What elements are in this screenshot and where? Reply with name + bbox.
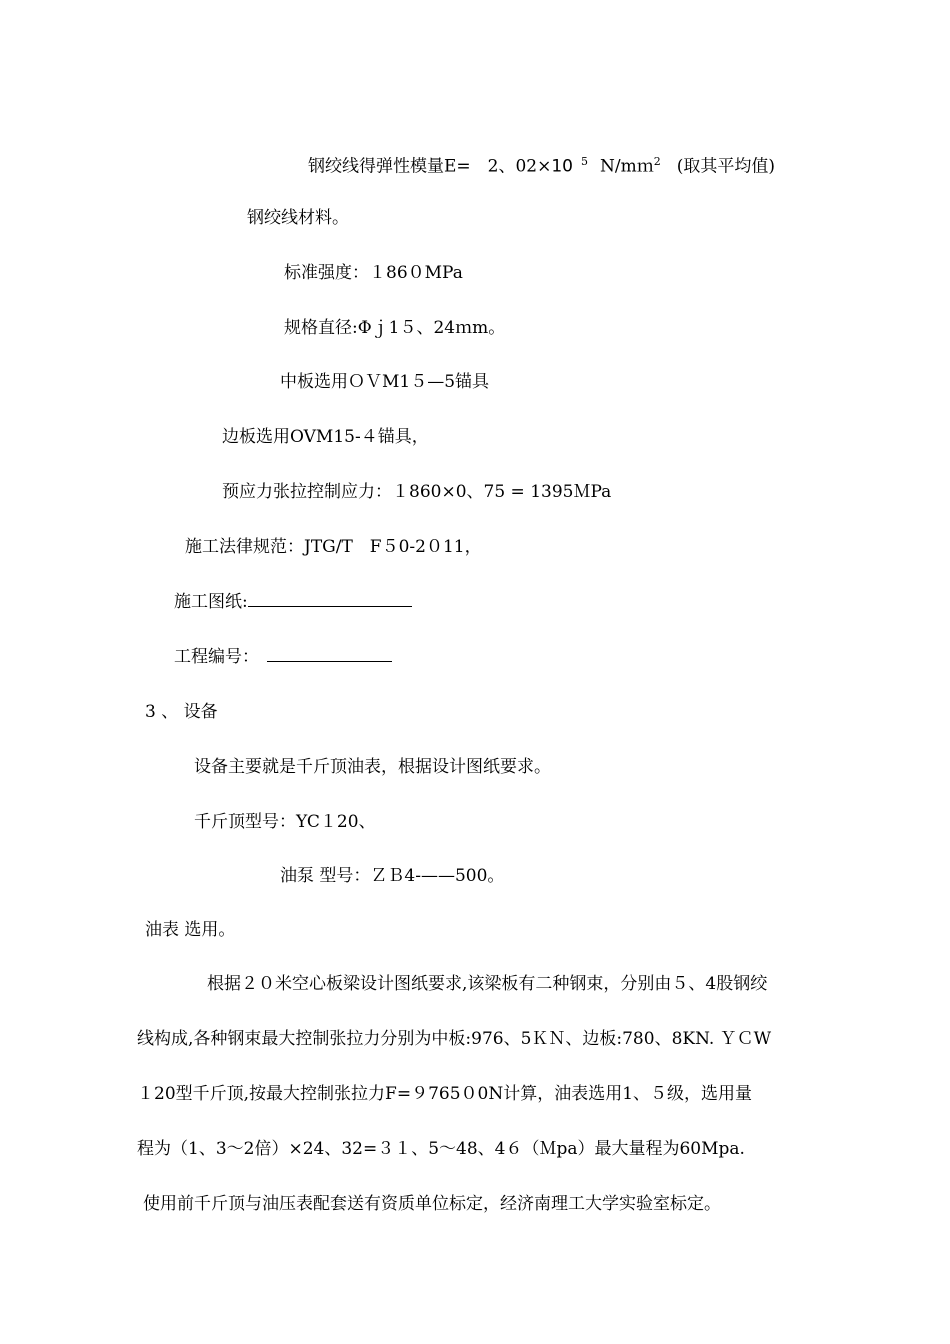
- jack-model: 千斤顶型号：YC１20、: [194, 812, 376, 832]
- prestress-control: 预应力张拉控制应力：１860×0、75 = 1395ＭPa: [222, 482, 612, 502]
- modulus-note: (取其平均值): [676, 156, 775, 177]
- gauge-selection: 油表 选用。: [145, 920, 236, 940]
- project-number-blank: [267, 645, 392, 662]
- pump-model: 油泵 型号：ＺＢ4-——500。: [280, 866, 505, 886]
- drawing-blank: [248, 590, 412, 607]
- spec-diameter: 规格直径:Φｊ1５、24ｍm。: [284, 318, 506, 338]
- modulus-base: 10: [551, 156, 573, 177]
- gauge-paragraph: [137, 957, 837, 1177]
- middle-plate-anchor: 中板选用ＯＶM1５—5锚具: [280, 372, 490, 392]
- drawing-line: [174, 590, 412, 614]
- paragraph-row: １20型千斤顶,按最大控制张拉力F=９765０0N计算，油表选用1、５级，选用量: [137, 1084, 753, 1104]
- standard-strength: 标准强度：１86０MPa: [284, 263, 463, 283]
- section-heading: 3 、 设备: [145, 702, 218, 722]
- project-number-label: 工程编号：: [174, 647, 259, 667]
- paragraph-row: 线构成,各种钢束最大控制张拉力分别为中板:976、5ＫＮ、边板:780、8KN. ＹＣW: [137, 1029, 772, 1049]
- equipment-intro: 设备主要就是千斤顶油表，根据设计图纸要求。: [194, 757, 551, 777]
- paragraph-row: 根据２０米空心板梁设计图纸要求,该梁板有二种钢束，分别由５、4股钢绞: [207, 974, 768, 994]
- modulus-unit-exponent: 2: [653, 155, 661, 168]
- paragraph-row: 程为（1、3～2倍）×24、32=３１、5～48、4６（Ｍpa）最大量程为60Mpa.: [137, 1139, 745, 1159]
- drawing-label: 施工图纸:: [174, 592, 248, 612]
- strand-material: 钢绞线材料。: [247, 208, 349, 228]
- edge-plate-anchor: 边板选用OVM15-４锚具，: [222, 427, 429, 447]
- modulus-line: [308, 150, 775, 179]
- modulus-unit: N/mｍ: [600, 156, 654, 177]
- modulus-exponent: 5: [581, 155, 588, 168]
- modulus-text: 钢绞线得弹性模量E= 2、02×: [308, 156, 552, 177]
- project-number-line: [174, 645, 392, 669]
- construction-code: 施工法律规范：JTG/T F５0-2０11，: [185, 537, 482, 557]
- calibration-note: 使用前千斤顶与油压表配套送有资质单位标定，经济南理工大学实验室标定。: [143, 1194, 721, 1214]
